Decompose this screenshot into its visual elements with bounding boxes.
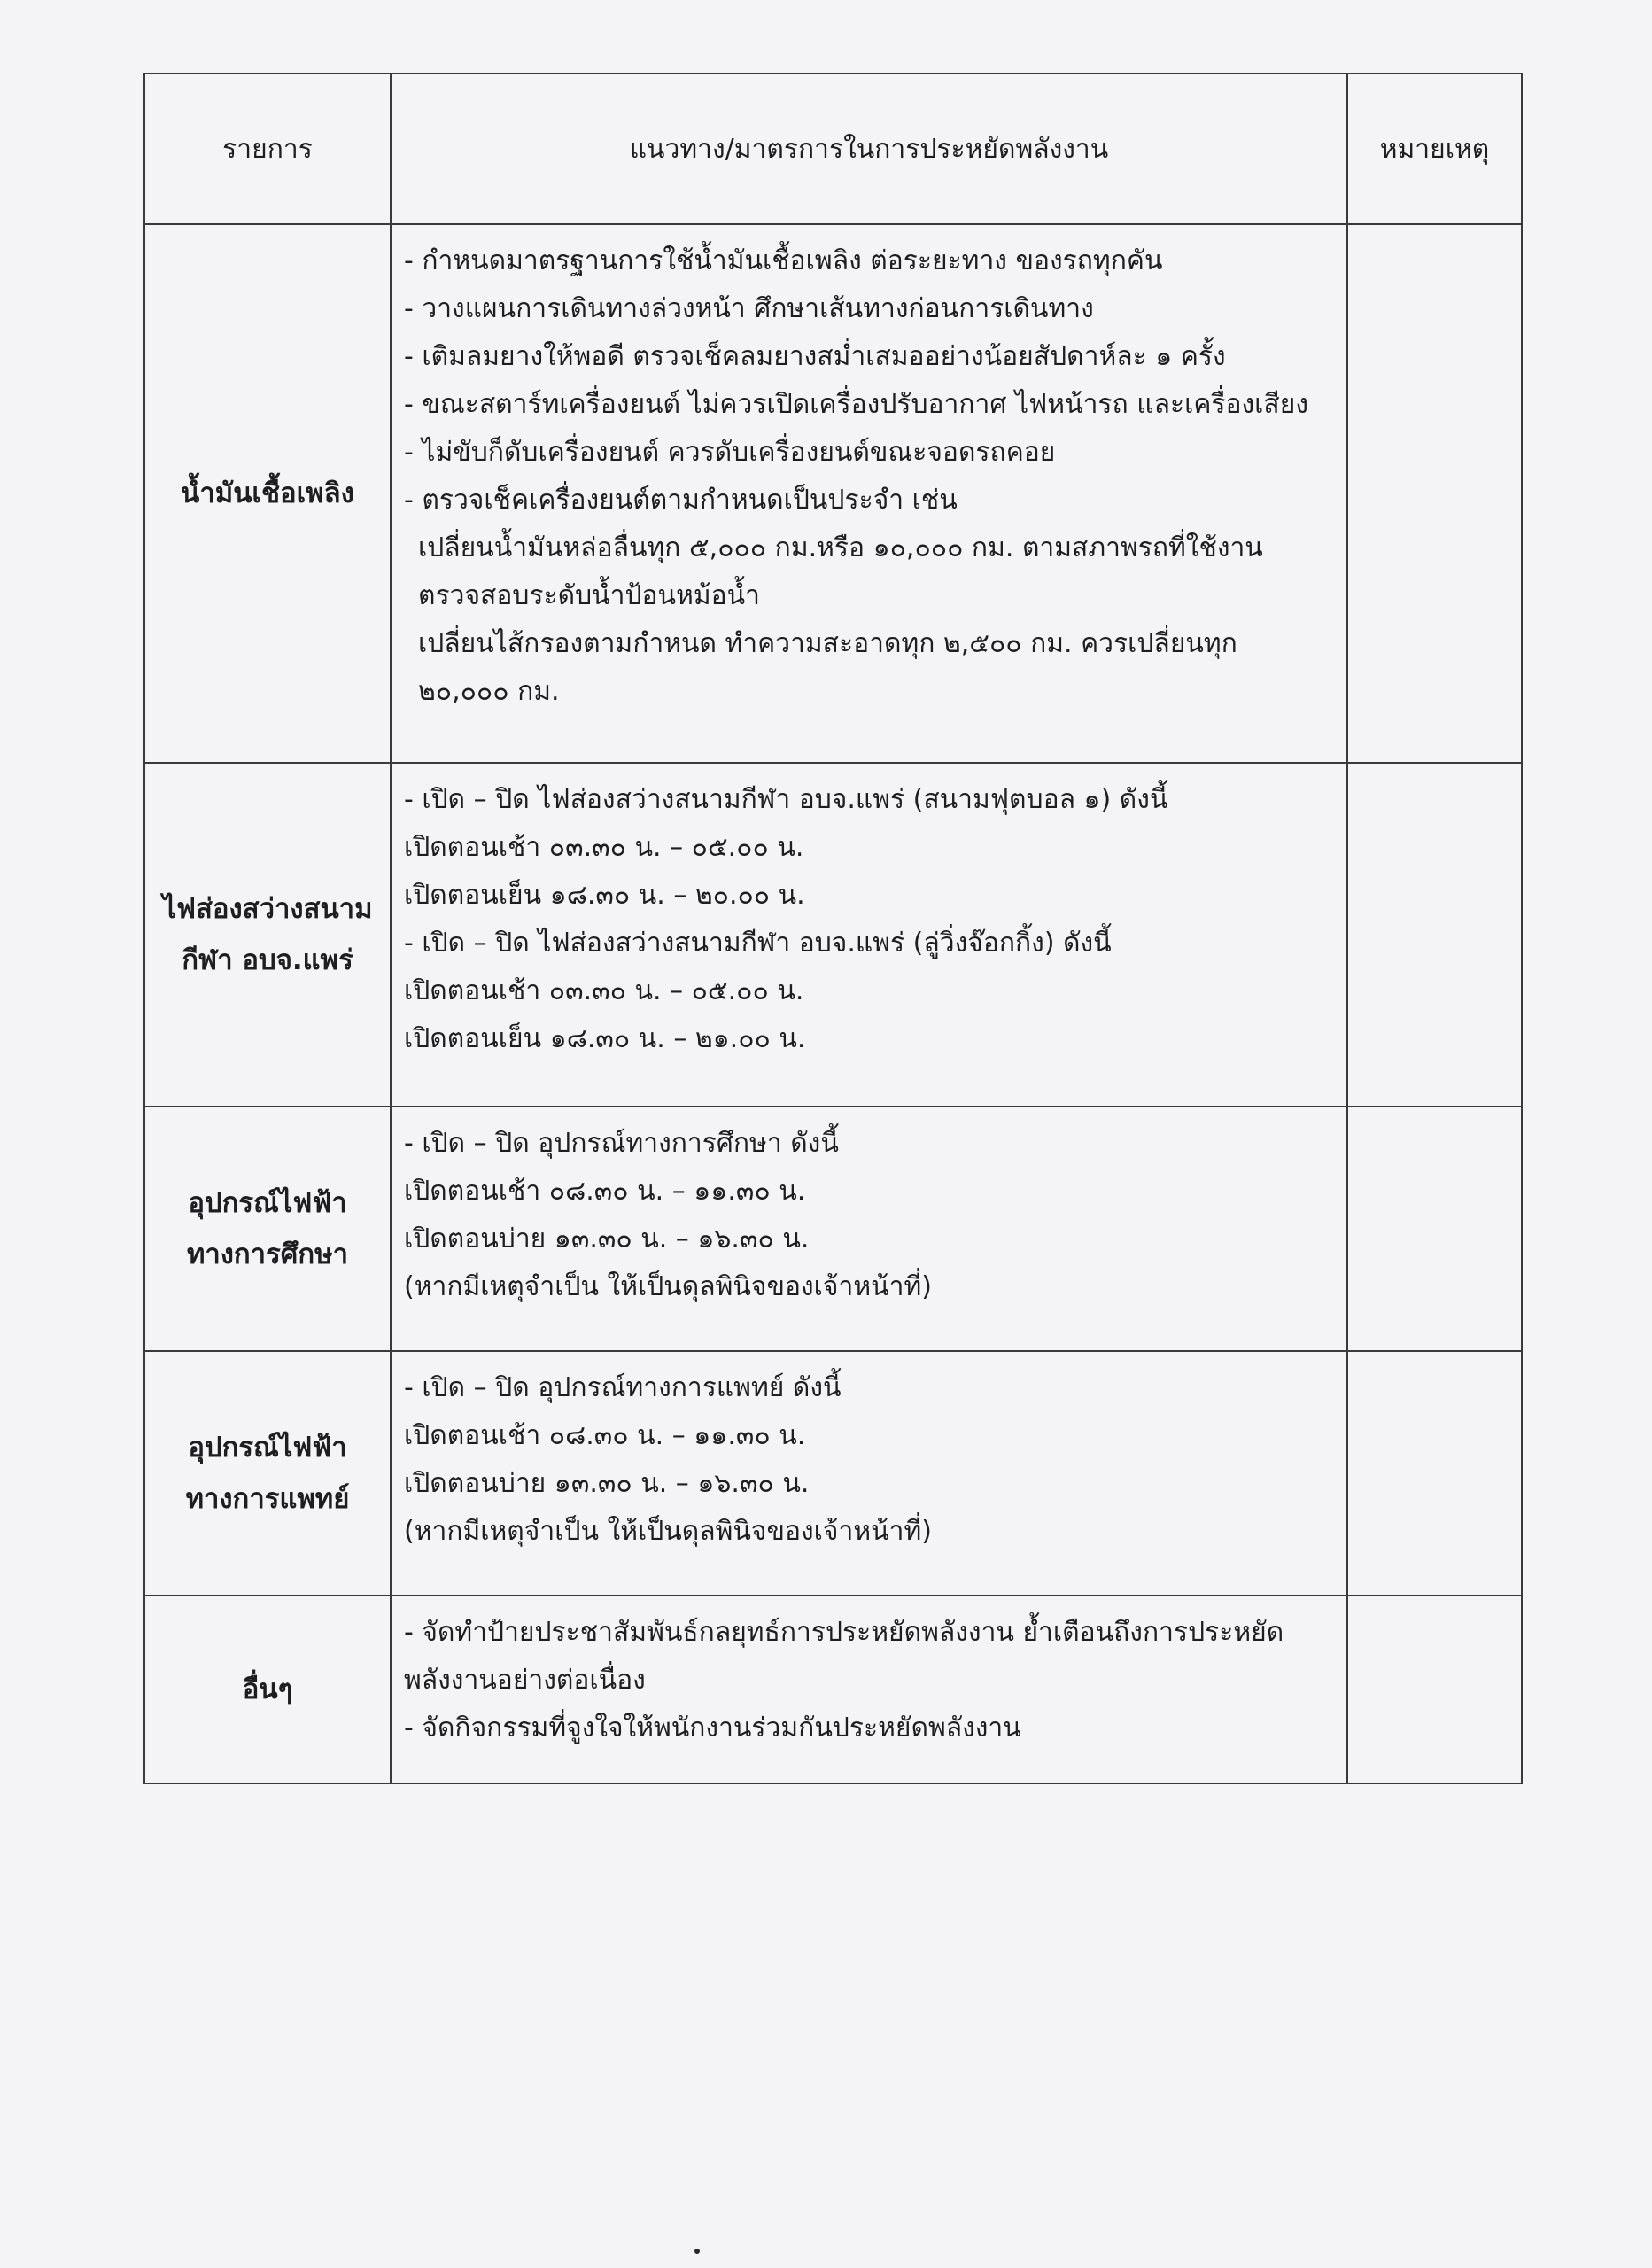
item-cell: อื่นๆ	[144, 1596, 391, 1783]
measures-cell	[391, 1351, 1347, 1596]
measure-line: (หากมีเหตุจำเป็น ให้เป็นดุลพินิจของเจ้าหน้าที่)	[404, 1271, 932, 1302]
table-row-others	[144, 1596, 1522, 1783]
item-cell: อุปกรณ์ไฟฟ้าทางการศึกษา	[144, 1107, 391, 1351]
measure-line: - เปิด – ปิด อุปกรณ์ทางการแพทย์ ดังนี้	[404, 1372, 842, 1403]
measure-line: เปิดตอนเช้า ๐๘.๓๐ น. – ๑๑.๓๐ น.	[404, 1420, 806, 1451]
table-header-row	[144, 74, 1522, 224]
measure-line: เปลี่ยนไส้กรองตามกำหนด ทำความสะอาดทุก ๒,๕๐๐ กม. ควรเปลี่ยนทุก	[418, 628, 1237, 659]
table-row-fuel	[144, 224, 1522, 763]
measure-line: เปิดตอนเย็น ๑๘.๓๐ น. – ๒๐.๐๐ น.	[404, 880, 805, 911]
measure-line: พลังงานอย่างต่อเนื่อง	[404, 1665, 646, 1696]
measure-line: - ขณะสตาร์ทเครื่องยนต์ ไม่ควรเปิดเครื่องปรับอากาศ ไฟหน้ารถ และเครื่องเสียง	[404, 389, 1308, 420]
header-note: หมายเหตุ	[1347, 74, 1522, 224]
measure-line: - ตรวจเช็คเครื่องยนต์ตามกำหนดเป็นประจำ เช่น	[404, 485, 958, 516]
table-row-stadium-lights	[144, 763, 1522, 1107]
measure-line: เปิดตอนเย็น ๑๘.๓๐ น. – ๒๑.๐๐ น.	[404, 1023, 806, 1054]
energy-saving-table	[143, 73, 1523, 1784]
measure-line: ๒๐,๐๐๐ กม.	[418, 676, 560, 707]
item-cell: ไฟส่องสว่างสนามกีฬา อบจ.แพร่	[144, 763, 391, 1107]
note-cell	[1347, 1351, 1522, 1596]
measures-cell	[391, 1596, 1347, 1783]
measure-line: เปิดตอนบ่าย ๑๓.๓๐ น. – ๑๖.๓๐ น.	[404, 1468, 810, 1499]
note-cell	[1347, 763, 1522, 1107]
note-cell	[1347, 1596, 1522, 1783]
measure-line: - กำหนดมาตรฐานการใช้น้ำมันเชื้อเพลิง ต่อระยะทาง ของรถทุกคัน	[404, 245, 1163, 276]
item-cell: อุปกรณ์ไฟฟ้าทางการแพทย์	[144, 1351, 391, 1596]
measure-line: เปิดตอนเช้า ๐๓.๓๐ น. – ๐๕.๐๐ น.	[404, 832, 804, 863]
measure-line: - จัดกิจกรรมที่จูงใจให้พนักงานร่วมกันประหยัดพลังงาน	[404, 1713, 1021, 1744]
table-row-medical-equipment	[144, 1351, 1522, 1596]
measure-line: - เปิด – ปิด อุปกรณ์ทางการศึกษา ดังนี้	[404, 1128, 839, 1159]
header-measures: แนวทาง/มาตรการในการประหยัดพลังงาน	[391, 74, 1347, 224]
measure-line: - เติมลมยางให้พอดี ตรวจเช็คลมยางสม่ำเสมออย่างน้อยสัปดาห์ละ ๑ ครั้ง	[404, 341, 1226, 372]
measure-line: (หากมีเหตุจำเป็น ให้เป็นดุลพินิจของเจ้าหน้าที่)	[404, 1516, 932, 1547]
measure-line: - จัดทำป้ายประชาสัมพันธ์กลยุทธ์การประหยัดพลังงาน ย้ำเตือนถึงการประหยัด	[404, 1617, 1284, 1648]
measure-line: เปิดตอนเช้า ๐๘.๓๐ น. – ๑๑.๓๐ น.	[404, 1176, 806, 1207]
measure-line: - วางแผนการเดินทางล่วงหน้า ศึกษาเส้นทางก่อนการเดินทาง	[404, 293, 1094, 324]
measure-line: - ไม่ขับก็ดับเครื่องยนต์ ควรดับเครื่องยนต์ขณะจอดรถคอย	[404, 437, 1056, 468]
note-cell	[1347, 1107, 1522, 1351]
measure-line: - เปิด – ปิด ไฟส่องสว่างสนามกีฬา อบจ.แพร่ (สนามฟุตบอล ๑) ดังนี้	[404, 784, 1168, 815]
item-cell: น้ำมันเชื้อเพลิง	[144, 224, 391, 763]
measure-line: - เปิด – ปิด ไฟส่องสว่างสนามกีฬา อบจ.แพร่ (ลู่วิ่งจ๊อกกิ้ง) ดังนี้	[404, 928, 1112, 959]
measures-cell	[391, 1107, 1347, 1351]
table-row-education-equipment	[144, 1107, 1522, 1351]
measure-line: ตรวจสอบระดับน้ำป้อนหม้อน้ำ	[418, 580, 760, 611]
scan-mark	[694, 2249, 700, 2254]
measure-line: เปิดตอนเช้า ๐๓.๓๐ น. – ๐๕.๐๐ น.	[404, 975, 804, 1006]
measure-line: เปิดตอนบ่าย ๑๓.๓๐ น. – ๑๖.๓๐ น.	[404, 1223, 810, 1254]
measure-line: เปลี่ยนน้ำมันหล่อลื่นทุก ๕,๐๐๐ กม.หรือ ๑๐,๐๐๐ กม. ตามสภาพรถที่ใช้งาน	[418, 532, 1263, 563]
measures-cell	[391, 224, 1347, 763]
note-cell	[1347, 224, 1522, 763]
header-item: รายการ	[144, 74, 391, 224]
measures-cell	[391, 763, 1347, 1107]
